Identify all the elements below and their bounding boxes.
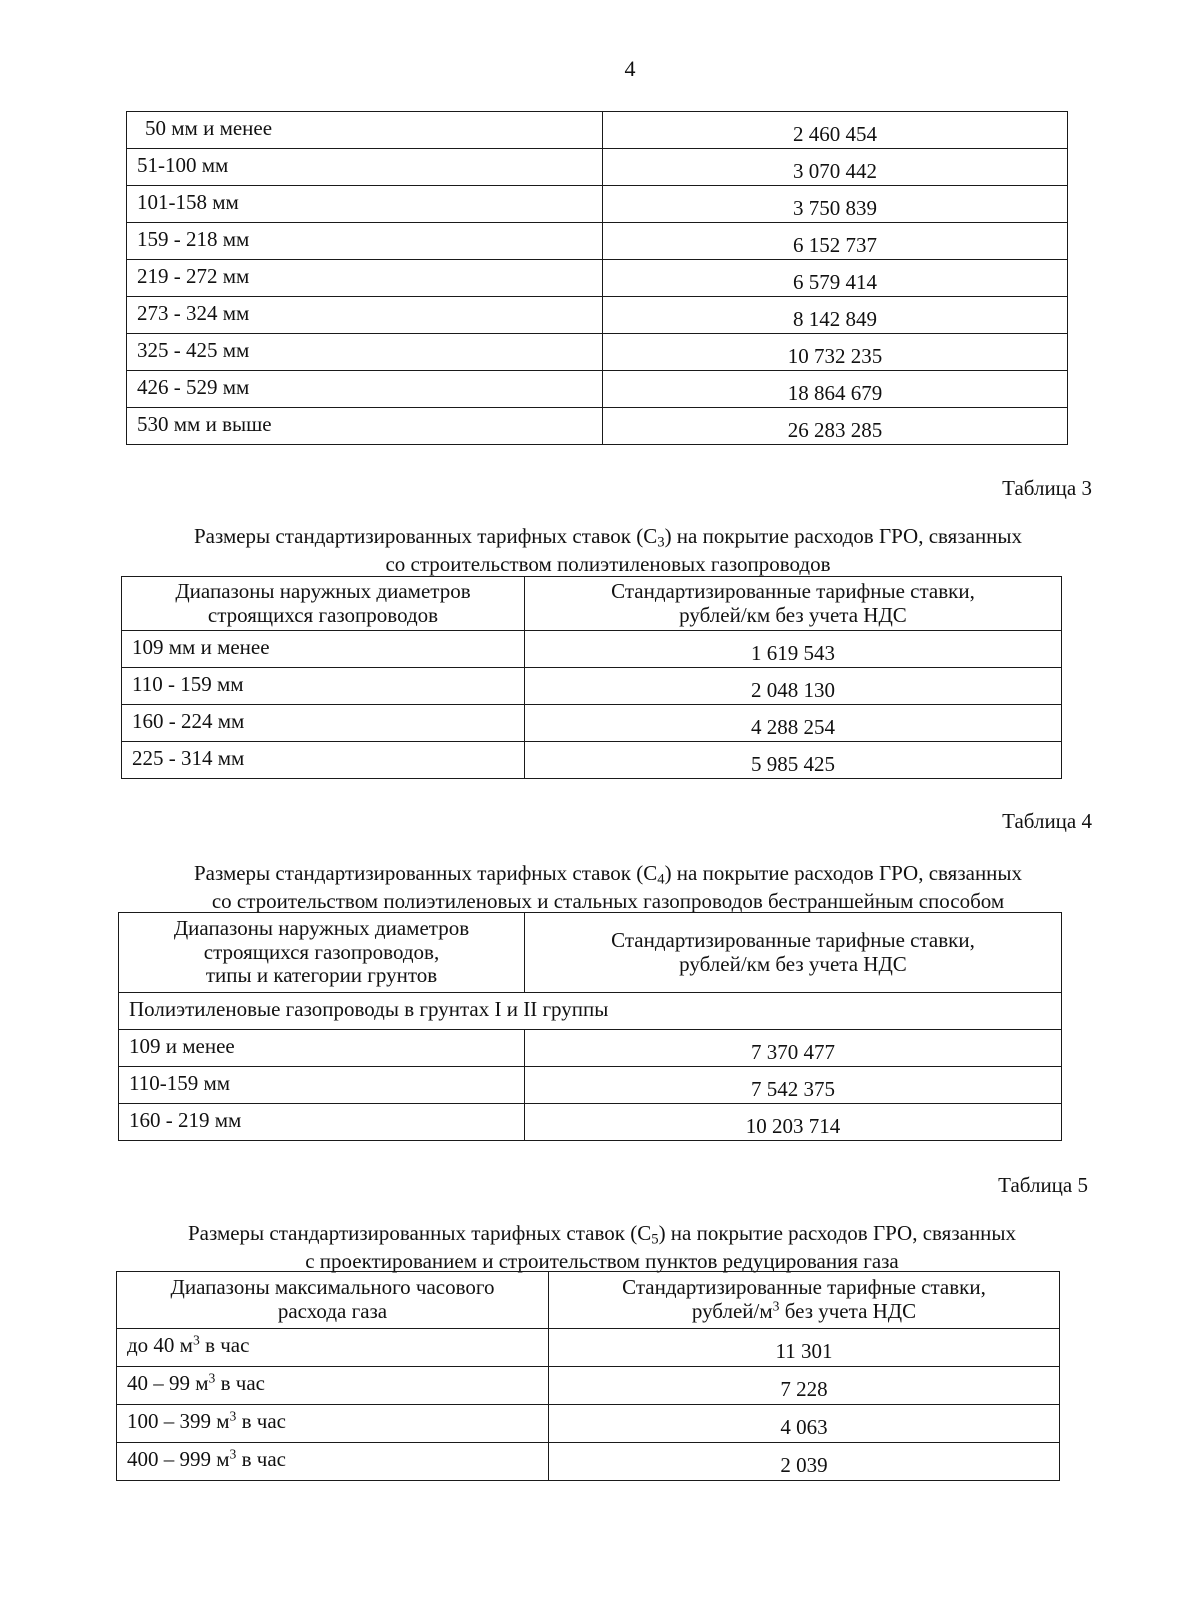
header-col2: Стандартизированные тарифные ставки, рублей/км без учета НДС [525,577,1062,631]
range-cell: 160 - 219 мм [119,1104,525,1141]
value-cell: 6 579 414 [603,260,1068,297]
value-cell: 4 063 [549,1405,1060,1443]
value-cell: 5 985 425 [525,742,1062,779]
value-cell: 2 039 [549,1443,1060,1481]
range-cell: 159 - 218 мм [127,223,603,260]
table-header-row [122,577,1062,631]
value-cell: 7 370 477 [525,1030,1062,1067]
table-4 [118,912,1062,1141]
table-header-row [117,1272,1060,1329]
table-row [127,149,1068,186]
table-4-label: Таблица 4 [1002,809,1092,833]
table-row [127,260,1068,297]
table-row [117,1443,1060,1481]
page-number: 4 [624,56,636,81]
range-cell: 40 – 99 $м^3$ в час [117,1367,549,1405]
range-cell: 400 – 999 $м^3$ в час [117,1443,549,1481]
range-cell: 51-100 мм [127,149,603,186]
value-cell: 8 142 849 [603,297,1068,334]
value-cell: 10 732 235 [603,334,1068,371]
table-4-caption: Размеры стандартизированных тарифных ставок $(С_4)$ на покрытие расходов ГРО, связанных со строительством полиэтиленовых и стальных газопроводов бестраншейным способом [193,861,1023,914]
range-cell: 101-158 мм [127,186,603,223]
range-cell: 225 - 314 мм [122,742,525,779]
range-cell: 100 – 399 $м^3$ в час [117,1405,549,1443]
table-row [117,1367,1060,1405]
table-row [122,668,1062,705]
value-cell: 2 048 130 [525,668,1062,705]
range-cell: 426 - 529 мм [127,371,603,408]
table-header-row [119,913,1062,993]
range-cell: 50 мм и менее [127,112,603,149]
table-row [127,297,1068,334]
value-cell: 6 152 737 [603,223,1068,260]
value-cell: 11 301 [549,1329,1060,1367]
value-cell: 3 750 839 [603,186,1068,223]
value-cell: 7 228 [549,1367,1060,1405]
range-cell: до 40 $м^3$ в час [117,1329,549,1367]
value-cell: 3 070 442 [603,149,1068,186]
range-cell: 110-159 мм [119,1067,525,1104]
table-3 [121,576,1062,779]
table-row [127,334,1068,371]
table-row [127,186,1068,223]
group-cell: Полиэтиленовые газопроводы в грунтах I и II группы [119,993,1062,1030]
table-row [119,1030,1062,1067]
value-cell: 18 864 679 [603,371,1068,408]
table-row [127,371,1068,408]
table-row [127,408,1068,445]
table-group-row [119,993,1062,1030]
header-col1: Диапазоны максимального часового расхода газа [117,1272,549,1329]
table-3-caption: Размеры стандартизированных тарифных ставок $(С_3)$ на покрытие расходов ГРО, связанных со строительством полиэтиленовых газопроводов [193,524,1023,577]
table-5 [116,1271,1060,1481]
table-row [122,742,1062,779]
value-cell: 1 619 543 [525,631,1062,668]
table-row [119,1067,1062,1104]
range-cell: 219 - 272 мм [127,260,603,297]
table-row [122,705,1062,742]
header-col1: Диапазоны наружных диаметров строящихся газопроводов, типы и категории грунтов [119,913,525,993]
value-cell: 4 288 254 [525,705,1062,742]
header-col2: Стандартизированные тарифные ставки, рублей/км без учета НДС [525,913,1062,993]
value-cell: 2 460 454 [603,112,1068,149]
range-cell: 109 мм и менее [122,631,525,668]
table-row [117,1405,1060,1443]
table-row [117,1329,1060,1367]
table-5-label: Таблица 5 [998,1173,1088,1197]
table-2-continued [126,111,1068,445]
header-col2: Стандартизированные тарифные ставки, рублей/$м^3$ без учета НДС [549,1272,1060,1329]
range-cell: 160 - 224 мм [122,705,525,742]
range-cell: 325 - 425 мм [127,334,603,371]
value-cell: 7 542 375 [525,1067,1062,1104]
range-cell: 530 мм и выше [127,408,603,445]
table-row [127,223,1068,260]
table-5-caption: Размеры стандартизированных тарифных ставок $(С_5)$ на покрытие расходов ГРО, связанных с проектированием и строительством пунктов редуцирования газа [187,1221,1017,1274]
range-cell: 110 - 159 мм [122,668,525,705]
value-cell: 26 283 285 [603,408,1068,445]
header-col1: Диапазоны наружных диаметров строящихся газопроводов [122,577,525,631]
range-cell: 273 - 324 мм [127,297,603,334]
table-row [122,631,1062,668]
table-row [119,1104,1062,1141]
value-cell: 10 203 714 [525,1104,1062,1141]
table-row [127,112,1068,149]
range-cell: 109 и менее [119,1030,525,1067]
table-3-label: Таблица 3 [1002,476,1092,500]
